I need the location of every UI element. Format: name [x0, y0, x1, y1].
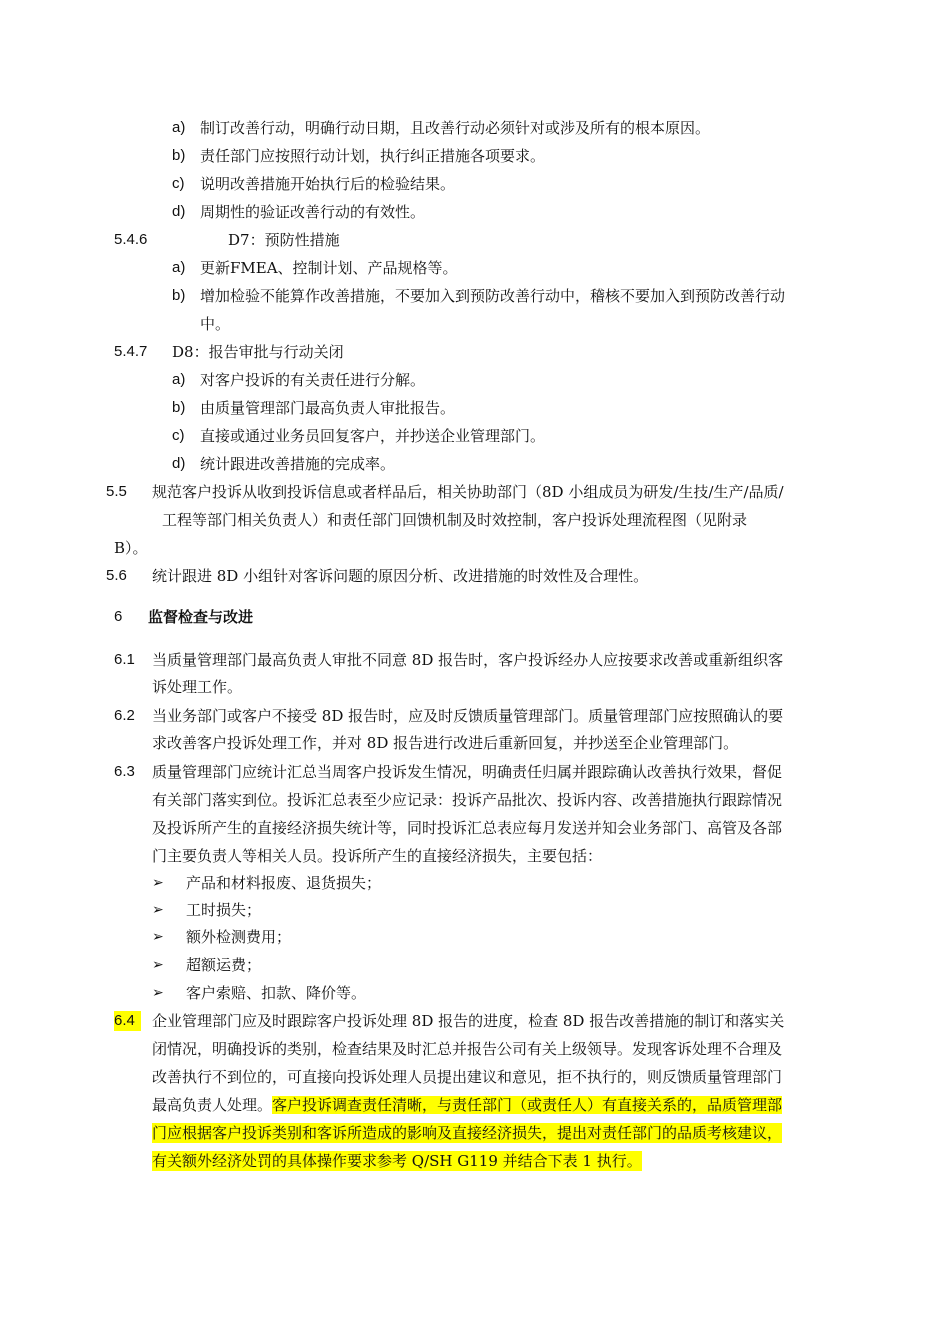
section-title: D8：报告审批与行动关闭	[172, 343, 344, 361]
highlighted-text: 门应根据客户投诉类别和客诉所造成的影响及直接经济损失，提出对责任部门的品质考核建议，	[152, 1124, 783, 1142]
paragraph-line: 有关部门落实到位。投诉汇总表至少应记录：投诉产品批次、投诉内容、改善措施执行跟踪情况	[152, 791, 783, 809]
paragraph-line: 当质量管理部门最高负责人审批不同意 8D 报告时，客户投诉经办人应按要求改善或重新组织客	[152, 651, 784, 669]
paragraph-line: 及投诉所产生的直接经济损失统计等，同时投诉汇总表应每月发送并知会业务部门、高管及各部	[152, 819, 783, 837]
paragraph-line: 当业务部门或客户不接受 8D 报告时，应及时反馈质量管理部门。质量管理部门应按照确认的要	[152, 707, 784, 725]
item-text: 责任部门应按照行动计划，执行纠正措施各项要求。	[200, 147, 546, 165]
item-text: 更新FMEA、控制计划、产品规格等。	[200, 259, 458, 277]
paragraph-line: B）。	[114, 539, 148, 557]
paragraph-line: 质量管理部门应统计汇总当周客户投诉发生情况，明确责任归属并跟踪确认改善执行效果，督促	[152, 763, 783, 781]
paragraph-segment: 最高负责人处理。	[152, 1096, 273, 1114]
bullet-text: 工时损失；	[186, 901, 262, 919]
item-text-continued: 中。	[200, 315, 231, 333]
section-number: 5.5	[106, 483, 127, 500]
section-number: 5.4.6	[114, 231, 148, 248]
bullet-text: 产品和材料报废、退货损失；	[186, 874, 382, 892]
item-text: 增加检验不能算作改善措施，不要加入到预防改善行动中，稽核不要加入到预防改善行动	[200, 287, 786, 305]
item-label: a)	[172, 119, 186, 136]
item-text: 直接或通过业务员回复客户，并抄送企业管理部门。	[200, 427, 546, 445]
item-text: 制订改善行动，明确行动日期，且改善行动必须针对或涉及所有的根本原因。	[200, 119, 711, 137]
highlighted-text: 有关额外经济处罚的具体操作要求参考 Q/SH G119 并结合下表 1 执行。	[152, 1152, 642, 1170]
item-text: 对客户投诉的有关责任进行分解。	[200, 371, 426, 389]
item-label: d)	[172, 455, 186, 472]
arrow-bullet-icon: ➢	[152, 985, 164, 1001]
section-number: 6.2	[114, 707, 135, 724]
paragraph-line: 诉处理工作。	[152, 678, 243, 696]
item-label: a)	[172, 371, 186, 388]
bullet-text: 额外检测费用；	[186, 928, 292, 946]
item-label: d)	[172, 203, 186, 220]
arrow-bullet-icon: ➢	[152, 875, 164, 891]
section-number: 6.1	[114, 651, 135, 668]
item-label: c)	[172, 427, 185, 444]
section-number: 6.3	[114, 763, 135, 780]
item-text: 统计跟进改善措施的完成率。	[200, 455, 396, 473]
item-text: 说明改善措施开始执行后的检验结果。	[200, 175, 456, 193]
bullet-text: 客户索赔、扣款、降价等。	[186, 984, 367, 1002]
paragraph-line: 工程等部门相关负责人）和责任部门回馈机制及时效控制，客户投诉处理流程图（见附录	[162, 511, 748, 529]
item-label: c)	[172, 175, 185, 192]
arrow-bullet-icon: ➢	[152, 902, 164, 918]
section-number: 5.4.7	[114, 343, 148, 360]
highlighted-text: 客户投诉调查责任清晰，与责任部门（或责任人）有直接关系的，品质管理部	[272, 1096, 783, 1114]
bullet-text: 超额运费；	[186, 956, 262, 974]
section-number: 6.4	[114, 1011, 141, 1031]
paragraph-line: 统计跟进 8D 小组针对客诉问题的原因分析、改进措施的时效性及合理性。	[152, 567, 649, 585]
paragraph-line: 规范客户投诉从收到投诉信息或者样品后，相关协助部门（8D 小组成员为研发/生技/生产/品质/	[152, 483, 784, 501]
item-label: b)	[172, 399, 186, 416]
item-label: b)	[172, 287, 186, 304]
item-label: b)	[172, 147, 186, 164]
paragraph-line: 求改善客户投诉处理工作，并对 8D 报告进行改进后重新回复，并抄送至企业管理部门。	[152, 734, 739, 752]
section-number: 5.6	[106, 567, 127, 584]
section-title: D7：预防性措施	[228, 231, 340, 249]
paragraph-line: 改善执行不到位的，可直接向投诉处理人员提出建议和意见，拒不执行的，则反馈质量管理部门	[152, 1068, 783, 1086]
item-text: 周期性的验证改善行动的有效性。	[200, 203, 426, 221]
arrow-bullet-icon: ➢	[152, 957, 164, 973]
item-text: 由质量管理部门最高负责人审批报告。	[200, 399, 456, 417]
paragraph-line: 门主要负责人等相关人员。投诉所产生的直接经济损失，主要包括：	[152, 847, 603, 865]
section-number: 6	[114, 608, 123, 625]
paragraph-line: 企业管理部门应及时跟踪客户投诉处理 8D 报告的进度，检查 8D 报告改善措施的制订和落实关	[152, 1012, 785, 1030]
paragraph-line: 闭情况，明确投诉的类别，检查结果及时汇总并报告公司有关上级领导。发现客诉处理不合理及	[152, 1040, 783, 1058]
arrow-bullet-icon: ➢	[152, 929, 164, 945]
paragraph-line	[152, 1095, 782, 1115]
item-label: a)	[172, 259, 186, 276]
section-heading: 监督检查与改进	[148, 608, 254, 626]
